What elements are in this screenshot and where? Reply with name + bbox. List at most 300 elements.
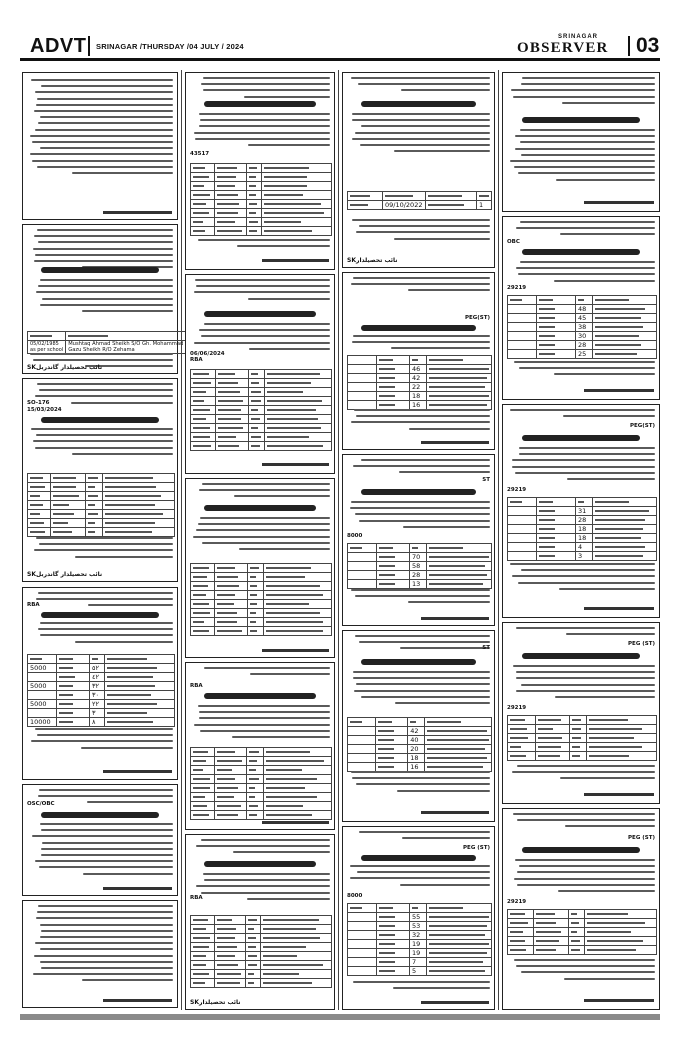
table-cell <box>191 784 215 793</box>
sk-code: SKنائب تحصیلدار <box>190 999 241 1006</box>
cell-text-stroke <box>538 746 561 748</box>
cell-text-stroke <box>193 194 210 196</box>
cell-text-stroke <box>217 982 240 984</box>
table-row <box>508 350 657 359</box>
table-cell <box>191 442 216 451</box>
table-cell <box>50 501 85 510</box>
text-line <box>41 930 173 932</box>
cell-text-stroke <box>264 176 307 178</box>
cell-text-stroke <box>248 937 256 939</box>
table-row <box>191 925 332 934</box>
text-line <box>30 153 173 155</box>
page-number: 03 <box>636 34 660 57</box>
table-row <box>191 415 332 424</box>
cell-text-stroke <box>249 814 257 816</box>
table-cell <box>584 910 656 919</box>
table-cell <box>214 943 245 952</box>
cell-text-stroke <box>572 755 580 757</box>
age-value: 18 <box>576 534 593 543</box>
text-line <box>36 104 173 106</box>
age-value: 42 <box>410 374 427 383</box>
cell-text-stroke <box>217 964 238 966</box>
text-line <box>516 627 655 629</box>
cell-text-stroke <box>217 621 237 623</box>
cell-text-stroke <box>217 769 232 771</box>
category-code: PEG (ST) <box>628 835 655 841</box>
signature-line <box>262 463 329 466</box>
text-line <box>198 239 330 241</box>
text-line <box>199 125 330 127</box>
table-cell <box>191 916 215 925</box>
notice-title <box>204 311 316 317</box>
text-line <box>354 409 490 411</box>
signature-line <box>584 793 654 796</box>
notice-title <box>41 812 158 818</box>
signature-line <box>262 649 329 652</box>
table-cell <box>248 618 263 627</box>
text-line <box>566 633 655 635</box>
table-cell <box>214 952 245 961</box>
reference-number: 29219 <box>507 705 527 711</box>
text-line <box>87 801 173 803</box>
text-line <box>40 279 173 281</box>
cell-text-stroke <box>250 630 257 632</box>
text-line <box>244 96 330 98</box>
family-table <box>507 295 657 359</box>
age-value: 22 <box>410 383 427 392</box>
text-line <box>37 166 173 168</box>
table-row <box>508 323 657 332</box>
table-cell <box>191 943 215 952</box>
table-row <box>348 967 492 976</box>
text-line <box>83 873 173 875</box>
text-line <box>195 279 330 281</box>
table-row <box>348 922 492 931</box>
table-cell <box>534 937 568 946</box>
text-line <box>35 728 173 730</box>
table-cell <box>50 474 85 483</box>
age-value: 13 <box>410 580 427 589</box>
table-cell <box>215 609 248 618</box>
table-row <box>348 913 492 922</box>
cell-text-stroke <box>571 931 577 933</box>
cell-text-stroke <box>263 955 297 957</box>
table-rows <box>28 474 175 537</box>
text-line <box>408 289 490 291</box>
cell-text-stroke <box>193 973 209 975</box>
cell-text-stroke <box>589 755 629 757</box>
text-line <box>36 291 173 293</box>
category-code: ST <box>482 477 490 483</box>
table-cell <box>263 564 331 573</box>
cell-text-stroke <box>193 391 206 393</box>
table-row <box>28 519 175 528</box>
table-cell <box>246 200 261 209</box>
age-value: 28 <box>576 516 593 525</box>
category-code: RBA <box>190 357 203 363</box>
cell-text-stroke <box>538 737 562 739</box>
text-line <box>38 285 173 287</box>
cell-text-stroke <box>217 230 242 232</box>
text-line <box>516 267 655 269</box>
table-cell <box>248 609 263 618</box>
table-cell <box>214 191 246 200</box>
table-cell <box>263 784 331 793</box>
text-line <box>511 89 655 91</box>
table-cell <box>214 766 247 775</box>
cell-text-stroke <box>217 919 232 921</box>
cell-text-stroke <box>217 603 234 605</box>
table-row <box>508 507 657 516</box>
table-rows <box>508 910 657 955</box>
text-line <box>198 523 330 525</box>
table-cell <box>50 483 85 492</box>
age-value: 28 <box>576 341 593 350</box>
cell-text-stroke <box>572 728 581 730</box>
signature-line <box>262 821 329 824</box>
table-cell <box>584 937 656 946</box>
table-rows <box>191 748 332 820</box>
cell-text-stroke <box>217 167 237 169</box>
text-line <box>517 871 655 873</box>
table-cell <box>568 937 584 946</box>
cell-text-stroke <box>510 949 526 951</box>
table-cell <box>262 200 332 209</box>
text-line <box>558 890 655 892</box>
cell-text-stroke <box>193 778 210 780</box>
reference-number: 29219 <box>507 285 527 291</box>
table-cell <box>261 916 332 925</box>
table-row: 09/10/2022 1 <box>348 201 492 210</box>
signature-line <box>421 441 489 444</box>
table-header-row <box>508 716 657 725</box>
cell-text-stroke <box>217 176 236 178</box>
category-code: RBA <box>190 683 203 689</box>
age-value: 16 <box>410 401 427 410</box>
table-row <box>191 388 332 397</box>
table-rows <box>191 164 332 236</box>
table-cell <box>215 600 248 609</box>
cell-text-stroke <box>266 814 312 816</box>
table-cell <box>191 934 215 943</box>
cell-text-stroke <box>510 931 523 933</box>
table-cell <box>246 925 261 934</box>
table-cell <box>214 182 246 191</box>
table-row <box>191 379 332 388</box>
table-row <box>348 949 492 958</box>
table-cell <box>248 591 263 600</box>
table-row <box>348 383 492 392</box>
table-header-row <box>508 910 657 919</box>
column-rule <box>181 70 182 1010</box>
family-table <box>507 715 657 761</box>
cell-text-stroke <box>249 805 258 807</box>
text-line <box>35 942 173 944</box>
cell-text-stroke <box>193 585 208 587</box>
text-line <box>355 595 490 597</box>
bottom-rule <box>20 1014 660 1020</box>
text-line <box>203 873 330 875</box>
cell-text-stroke <box>217 567 235 569</box>
text-line <box>204 323 330 325</box>
notice-title <box>204 861 316 867</box>
text-line <box>200 730 330 732</box>
cell-text-stroke <box>217 612 237 614</box>
table-cell <box>191 775 215 784</box>
publication-city: SRINAGAR <box>558 34 599 40</box>
cell-text-stroke <box>193 796 205 798</box>
table-row <box>508 725 657 734</box>
family-table <box>27 473 175 537</box>
text-line <box>563 415 655 417</box>
text-line <box>37 98 173 100</box>
text-line <box>72 172 173 174</box>
table-row <box>28 510 175 519</box>
table-row <box>191 757 332 766</box>
cell-text-stroke <box>193 964 206 966</box>
table-cell <box>261 934 332 943</box>
text-line <box>515 859 655 861</box>
age-value: 18 <box>408 754 425 763</box>
table-cell <box>262 218 332 227</box>
applicant-table <box>347 191 492 210</box>
cell-text-stroke <box>263 919 319 921</box>
table-row <box>508 341 657 350</box>
text-line <box>517 884 655 886</box>
notice-ad <box>22 378 178 582</box>
text-line <box>361 125 490 127</box>
text-line <box>515 148 655 150</box>
table-row <box>508 552 657 561</box>
cell-text-stroke <box>267 427 321 429</box>
text-line <box>194 342 330 344</box>
notice-title <box>361 659 476 665</box>
table-cell <box>568 946 584 955</box>
text-line <box>41 85 173 87</box>
table-cell <box>214 970 245 979</box>
table-cell <box>191 627 215 636</box>
table-cell <box>570 725 587 734</box>
text-line <box>510 409 655 411</box>
cell-text-stroke <box>193 594 206 596</box>
notice-ad <box>22 784 178 896</box>
age-value: 28 <box>410 571 427 580</box>
category-code: PEG (ST) <box>628 641 655 647</box>
cell-text-stroke <box>538 719 561 721</box>
dob-value: 09/10/2022 <box>383 201 426 210</box>
cell-text-stroke <box>30 504 43 506</box>
table-cell <box>535 734 570 743</box>
text-line <box>565 825 655 827</box>
text-line <box>40 634 173 636</box>
signature-line <box>103 999 172 1002</box>
text-line <box>555 696 655 698</box>
table-cell <box>568 919 584 928</box>
text-line <box>32 835 173 837</box>
table-cell <box>265 415 332 424</box>
table-cell <box>247 793 263 802</box>
text-line <box>510 563 655 565</box>
notice-ad <box>502 808 660 1010</box>
table-row <box>191 979 332 988</box>
text-line <box>39 543 173 545</box>
cell-text-stroke <box>249 203 257 205</box>
cell-text-stroke <box>251 409 258 411</box>
notice-ad <box>502 622 660 804</box>
table-cell <box>263 627 331 636</box>
text-line <box>32 141 173 143</box>
table-row <box>191 191 332 200</box>
text-line <box>351 501 490 503</box>
text-line <box>249 348 330 350</box>
text-line <box>516 965 655 967</box>
cell-text-stroke <box>264 167 309 169</box>
age-value: 45 <box>576 314 593 323</box>
cell-text-stroke <box>193 919 208 921</box>
age-value: 5 <box>410 967 427 976</box>
cell-text-stroke <box>263 946 306 948</box>
cell-text-stroke <box>250 594 257 596</box>
table-cell <box>103 519 175 528</box>
cell-text-stroke <box>589 746 642 748</box>
table-cell <box>191 200 215 209</box>
table-cell <box>587 734 657 743</box>
text-line <box>357 871 490 873</box>
cell-text-stroke <box>263 964 323 966</box>
cell-text-stroke <box>193 612 210 614</box>
cell-text-stroke <box>217 946 237 948</box>
notice-title <box>361 489 476 495</box>
age-value: 18 <box>410 392 427 401</box>
text-line <box>403 526 490 528</box>
text-line <box>355 635 490 637</box>
applicant-table <box>27 331 197 354</box>
table-cell <box>214 784 247 793</box>
cell-text-stroke <box>217 576 238 578</box>
table-row <box>28 528 175 537</box>
text-line <box>350 877 490 879</box>
notice-title <box>361 855 476 861</box>
table-cell <box>103 501 175 510</box>
table-cell <box>568 928 584 937</box>
cell-text-stroke <box>249 167 257 169</box>
table-cell <box>216 388 249 397</box>
text-line <box>352 341 490 343</box>
cell-text-stroke <box>267 436 309 438</box>
table-row <box>348 553 492 562</box>
table-header-row <box>28 655 175 664</box>
cell-text-stroke <box>88 531 95 533</box>
text-line <box>200 517 330 519</box>
table-cell <box>261 952 332 961</box>
cell-text-stroke <box>587 940 643 942</box>
text-line <box>71 402 173 404</box>
table-header-row <box>28 332 197 341</box>
cell-text-stroke <box>217 928 236 930</box>
text-line <box>356 683 490 685</box>
cell-text-stroke <box>249 194 256 196</box>
table-cell <box>247 766 263 775</box>
cell-text-stroke <box>193 409 210 411</box>
age-value: 32 <box>410 931 427 940</box>
text-line <box>513 96 655 98</box>
cell-text-stroke <box>248 973 254 975</box>
cell-text-stroke <box>510 719 525 721</box>
table-cell <box>216 370 249 379</box>
cell-text-stroke <box>266 621 323 623</box>
table-row <box>191 218 332 227</box>
table-cell <box>216 379 249 388</box>
table-row <box>508 516 657 525</box>
column-rule <box>338 70 339 1010</box>
table-cell <box>103 510 175 519</box>
table-row <box>191 227 332 236</box>
table-cell <box>262 173 332 182</box>
age-value: 48 <box>576 305 593 314</box>
text-line <box>394 150 490 152</box>
text-line <box>38 905 173 907</box>
table-cell <box>534 919 568 928</box>
cell-text-stroke <box>88 522 95 524</box>
text-line <box>247 898 330 900</box>
text-line <box>202 483 330 485</box>
table-row <box>28 341 197 354</box>
table-cell <box>262 227 332 236</box>
table-cell <box>263 811 331 820</box>
cell-text-stroke <box>217 937 235 939</box>
text-line <box>42 842 173 844</box>
text-line <box>562 102 655 104</box>
table-header-row <box>191 370 332 379</box>
table-cell <box>261 943 332 952</box>
text-line <box>41 829 173 831</box>
cell-text-stroke <box>105 495 161 497</box>
table-cell <box>587 752 657 761</box>
notice-ad <box>22 587 178 780</box>
table-cell <box>28 501 51 510</box>
notice-date: 15/03/2024 <box>27 407 62 413</box>
text-line <box>352 119 490 121</box>
signature-line <box>421 1001 489 1004</box>
table-cell <box>191 766 215 775</box>
cell-text-stroke <box>218 436 236 438</box>
table-cell <box>263 573 331 582</box>
cell-text-stroke <box>217 751 235 753</box>
text-line <box>38 241 173 243</box>
text-line <box>356 231 490 233</box>
text-line <box>36 537 173 539</box>
table-cell <box>216 397 249 406</box>
notice-ad <box>502 404 660 618</box>
text-line <box>356 783 490 785</box>
text-line <box>35 860 173 862</box>
cell-text-stroke <box>193 212 209 214</box>
cell-text-stroke <box>193 621 204 623</box>
table-cell <box>191 164 215 173</box>
cell-text-stroke <box>193 787 210 789</box>
cell-text-stroke <box>248 964 257 966</box>
table-cell <box>103 492 175 501</box>
signature-line <box>584 607 654 610</box>
cell-text-stroke <box>193 167 205 169</box>
table-cell <box>263 609 331 618</box>
cell-text-stroke <box>264 185 307 187</box>
column-rule <box>498 70 499 1010</box>
cell-text-stroke <box>193 427 210 429</box>
cell-text-stroke <box>251 445 260 447</box>
text-line <box>40 924 173 926</box>
sk-code: SKنائب تحصیلدار گاندربل <box>27 571 103 578</box>
